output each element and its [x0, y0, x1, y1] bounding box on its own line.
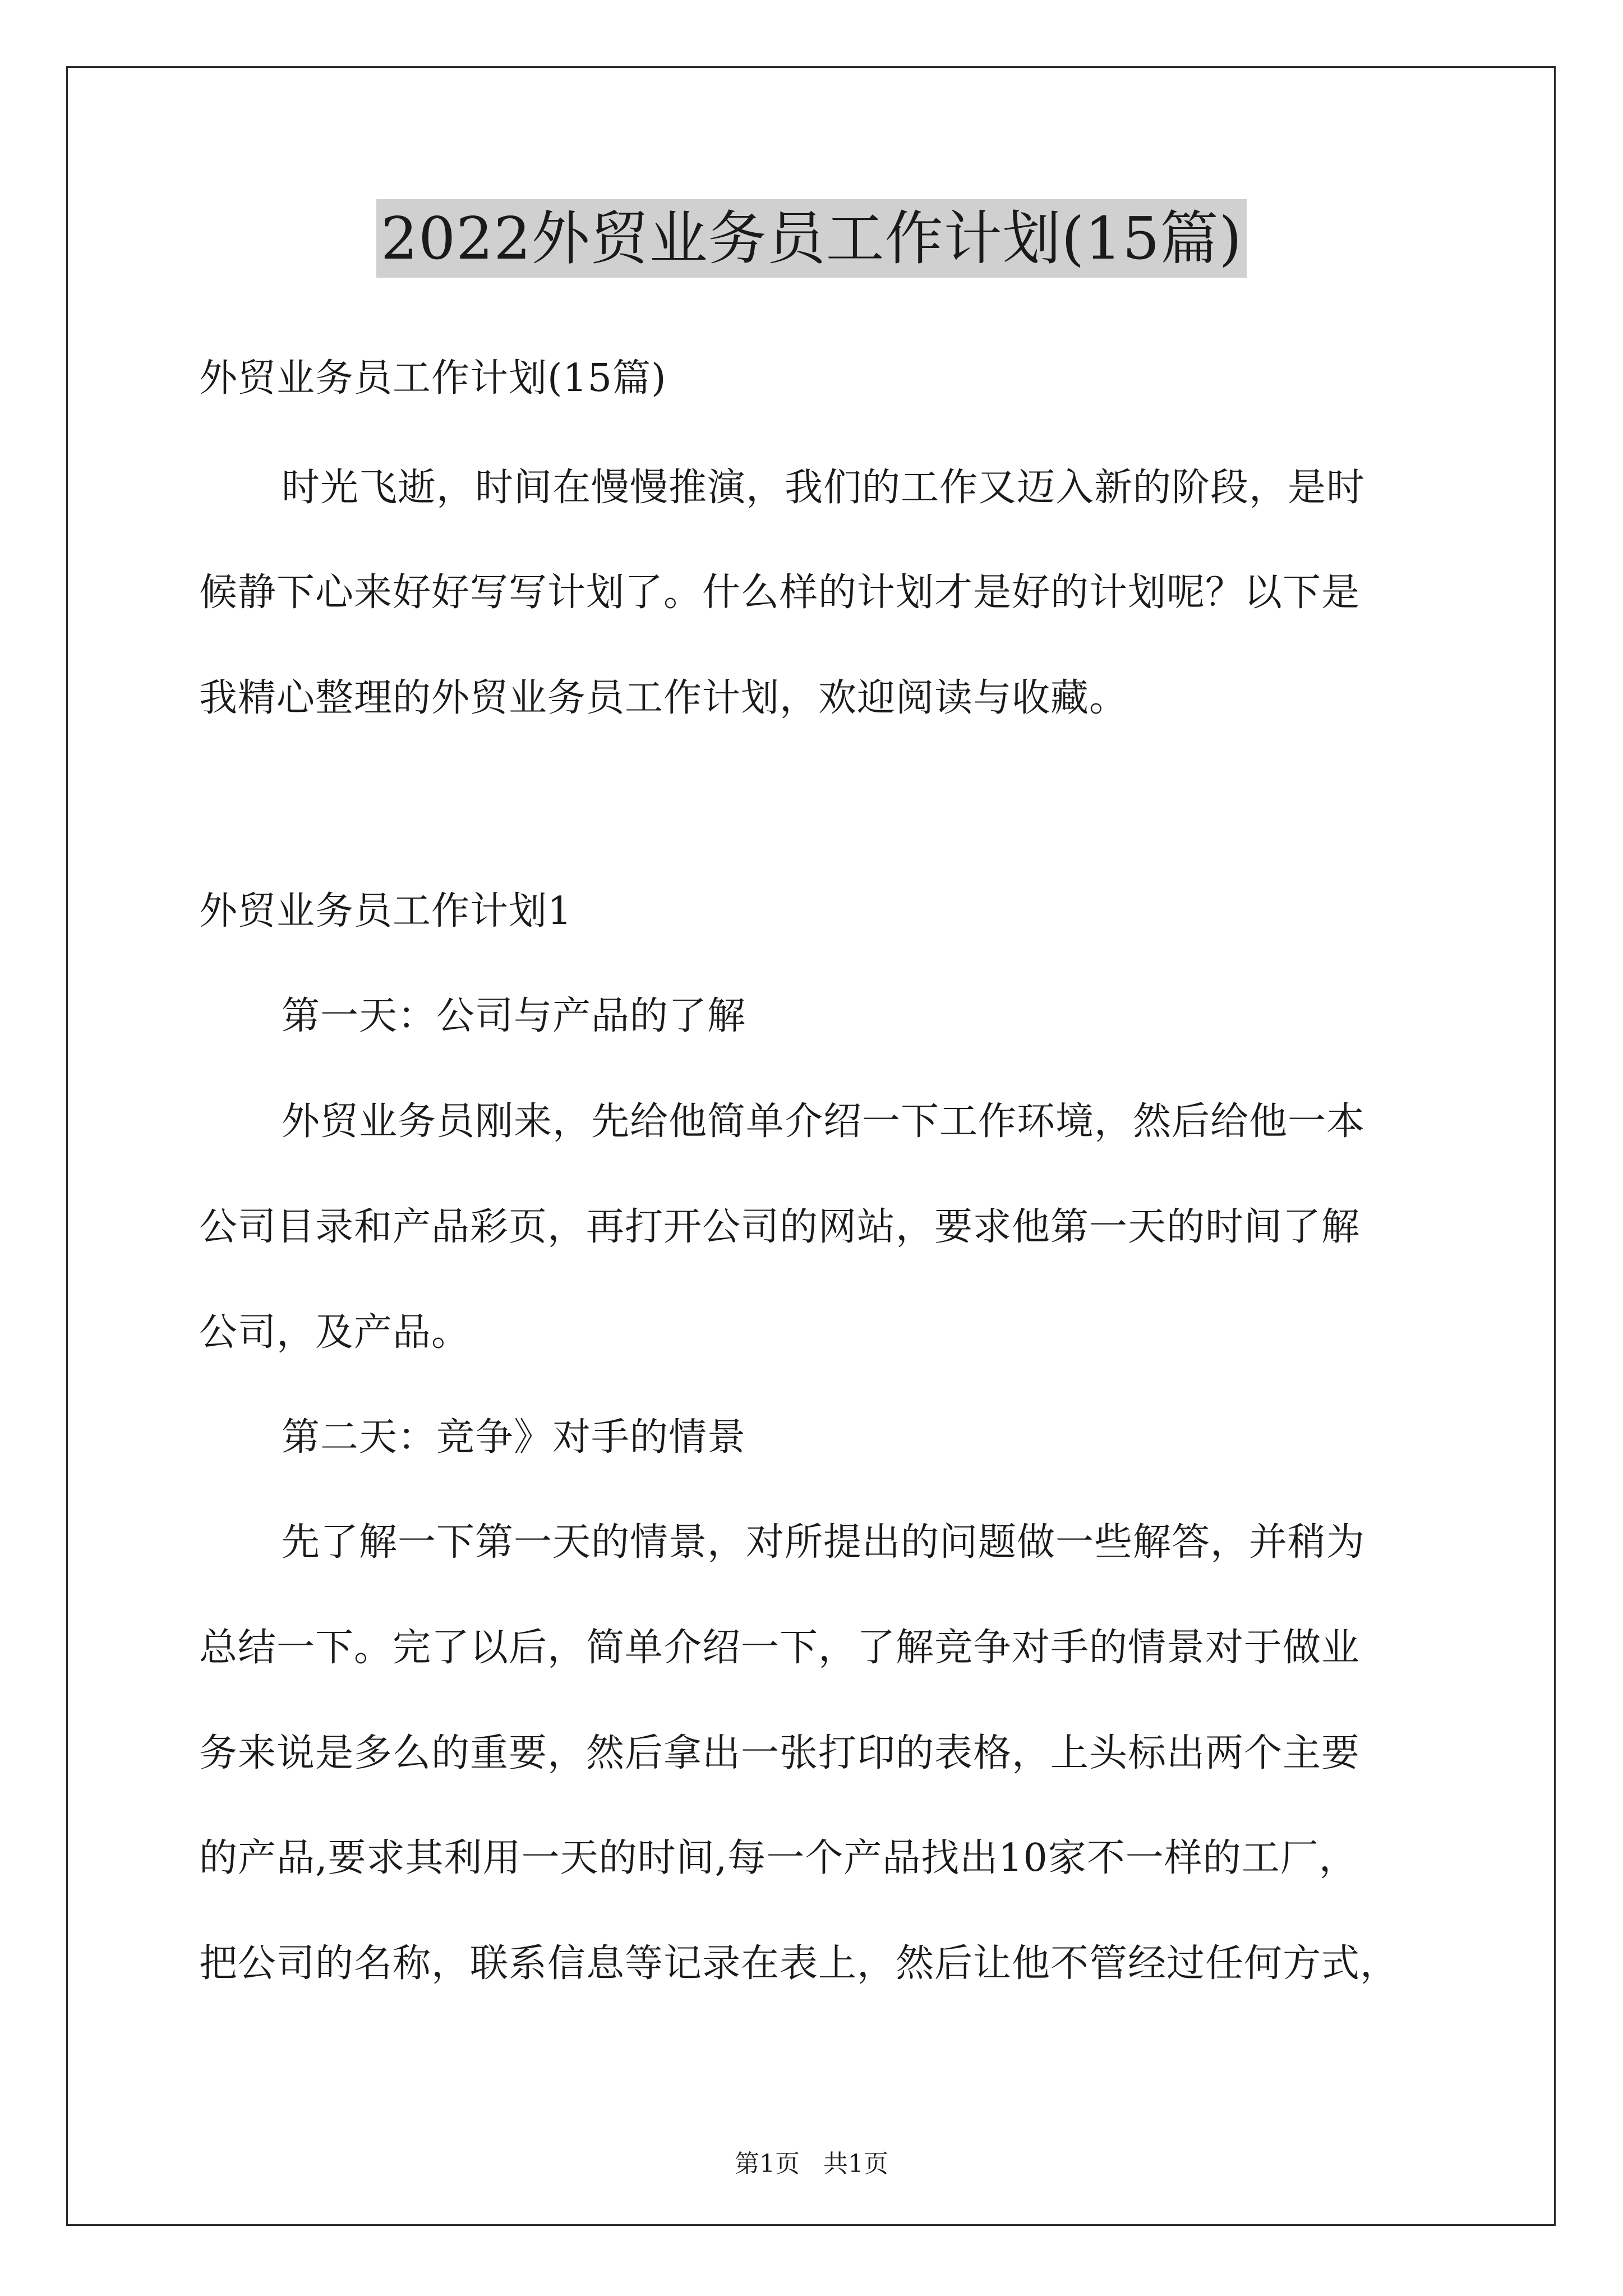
paragraph-line: 先了解一下第一天的情景，对所提出的问题做一些解答，并稍为: [282, 1520, 1366, 1565]
document-title: 2022外贸业务员工作计划(15篇): [376, 199, 1247, 278]
paragraph-line: 把公司的名称，联系信息等记录在表上，然后让他不管经过任何方式，: [199, 1941, 1399, 1986]
section-heading: 外贸业务员工作计划1: [199, 889, 573, 933]
paragraph-line: 第二天：竞争》对手的情景: [282, 1415, 746, 1460]
paragraph-line: 我精心整理的外贸业务员工作计划，欢迎阅读与收藏。: [199, 676, 1128, 720]
subtitle-line: 外贸业务员工作计划(15篇): [199, 356, 667, 401]
paragraph-line: 候静下心来好好写写计划了。什么样的计划才是好的计划呢？以下是: [199, 570, 1361, 615]
page-number: 第1页 共1页: [735, 2150, 888, 2178]
paragraph-line: 总结一下。完了以后，简单介绍一下，了解竞争对手的情景对于做业: [199, 1626, 1361, 1670]
paragraph-line: 务来说是多么的重要，然后拿出一张打印的表格，上头标出两个主要: [199, 1731, 1361, 1775]
paragraph-line: 第一天：公司与产品的了解: [282, 994, 746, 1038]
paragraph-line: 公司，及产品。: [199, 1310, 471, 1355]
title-block: [0, 199, 1623, 278]
paragraph-line: 外贸业务员刚来，先给他简单介绍一下工作环境，然后给他一本: [282, 1099, 1366, 1144]
paragraph-line: 公司目录和产品彩页，再打开公司的网站，要求他第一天的时间了解: [199, 1205, 1361, 1249]
paragraph-line: 时光飞逝，时间在慢慢推演，我们的工作又迈入新的阶段，是时: [282, 466, 1366, 510]
paragraph-line: 的产品,要求其利用一天的时间,每一个产品找出10家不一样的工厂，: [199, 1836, 1358, 1880]
